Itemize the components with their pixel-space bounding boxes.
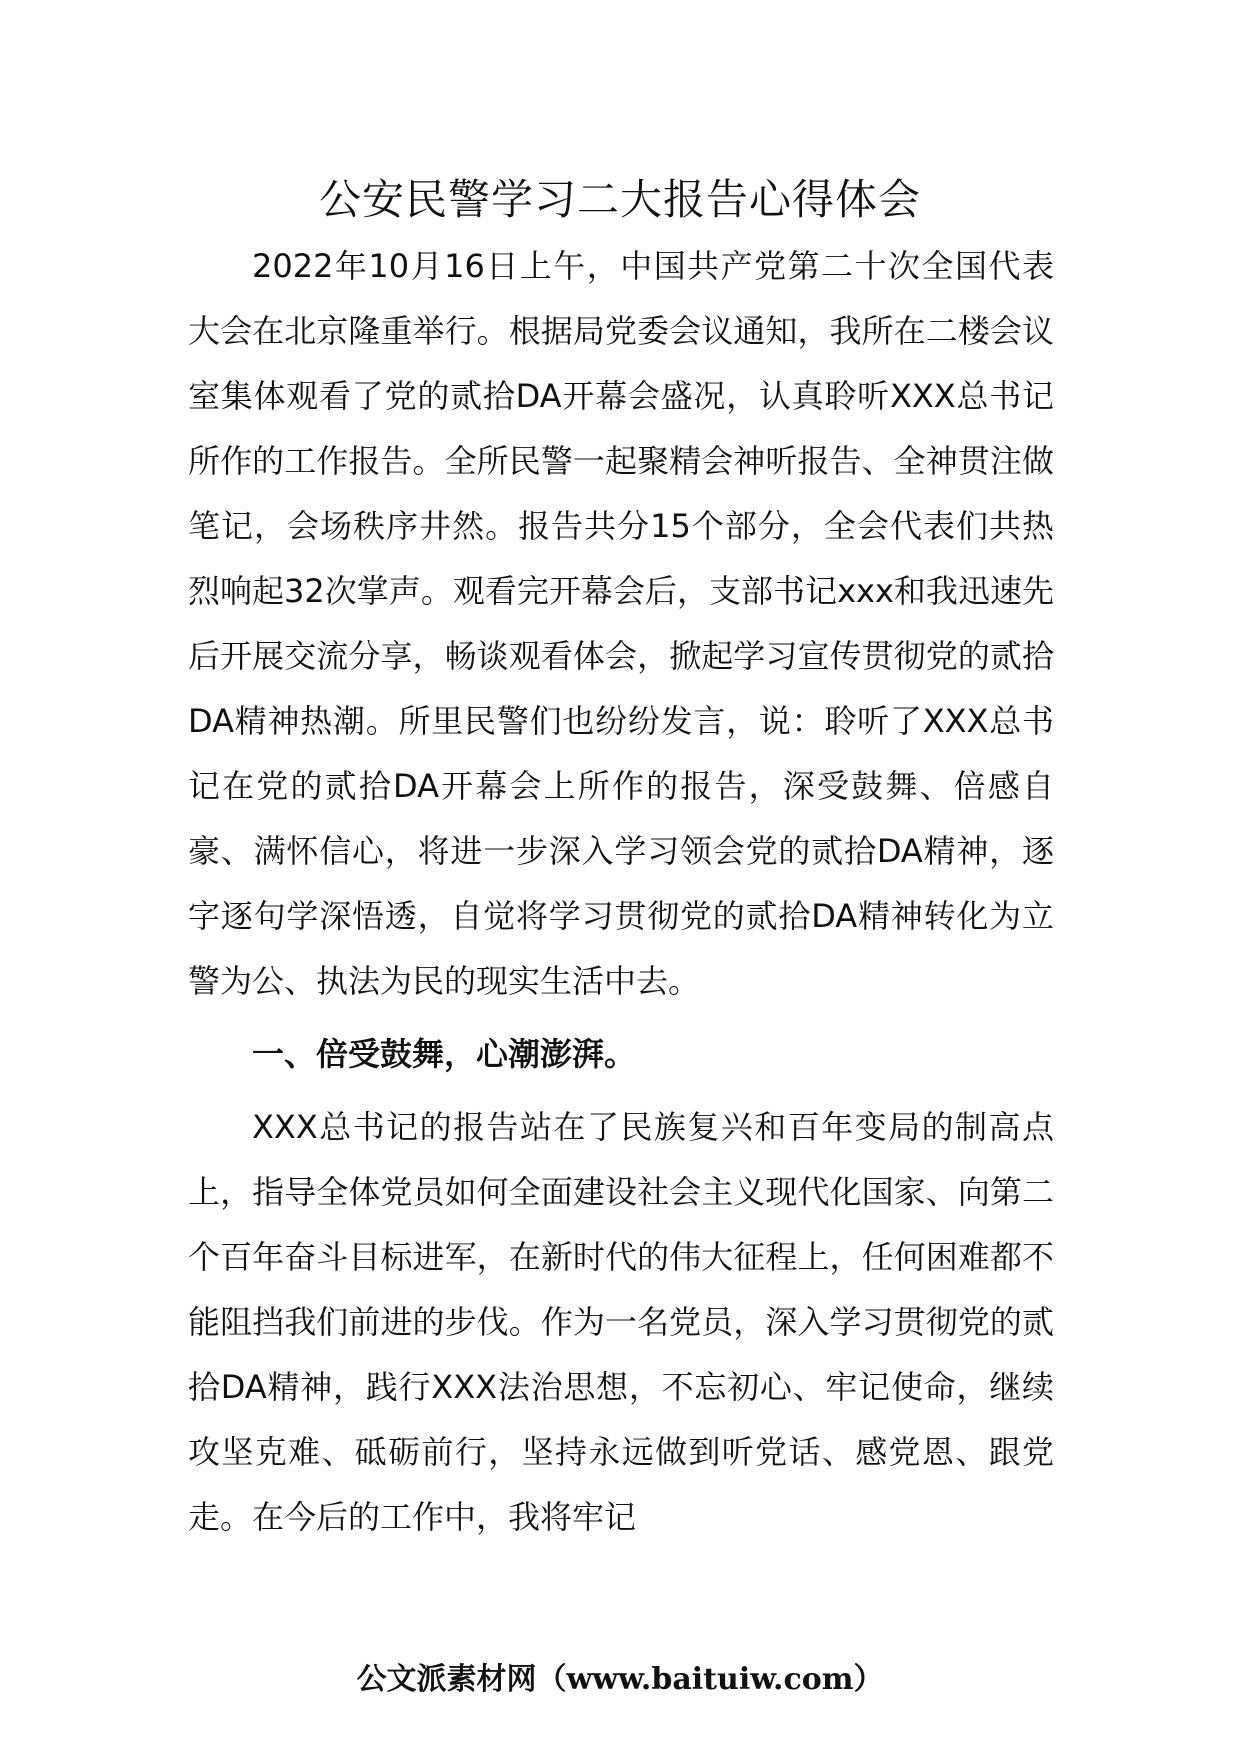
section-paragraph: XXX总书记的报告站在了民族复兴和百年变局的制高点上，指导全体党员如何全面建设社会主义现代化国家、向第二个百年奋斗目标进军，在新时代的伟大征程上，任何困难都不能阻挡我们前进的步伐。作为一名党员，深入学习贯彻党的贰拾DA精神，践行XXX法治思想，不忘初心、牢记使命，继续攻坚克难、砥砺前行，坚持永远做到听党话、感党恩、跟党走。在今后的工作中，我将牢记	[188, 1108, 1054, 1536]
footer-watermark: 公文派素材网（www.baituiw.com）	[356, 1662, 884, 1697]
document-title: 公安民警学习二大报告心得体会	[318, 175, 921, 224]
document-body	[188, 234, 1054, 1550]
intro-paragraph: 2022年10月16日上午，中国共产党第二十次全国代表大会在北京隆重举行。根据局党委会议通知，我所在二楼会议室集体观看了党的贰拾DA开幕会盛况，认真聆听XXX总书记所作的工作报告。全所民警一起聚精会神听报告、全神贯注做笔记，会场秩序井然。报告共分15个部分，全会代表们共热烈响起32次掌声。观看完开幕会后，支部书记xxx和我迅速先后开展交流分享，畅谈观看体会，掀起学习宣传贯彻党的贰拾DA精神热潮。所里民警们也纷纷发言，说：聆听了XXX总书记在党的贰拾DA开幕会上所作的报告，深受鼓舞、倍感自豪、满怀信心，将进一步深入学习领会党的贰拾DA精神，逐字逐句学深悟透，自觉将学习贯彻党的贰拾DA精神转化为立警为公、执法为民的现实生活中去。	[188, 247, 1054, 1000]
section-heading: 一、倍受鼓舞，心潮澎湃。	[252, 1035, 637, 1073]
